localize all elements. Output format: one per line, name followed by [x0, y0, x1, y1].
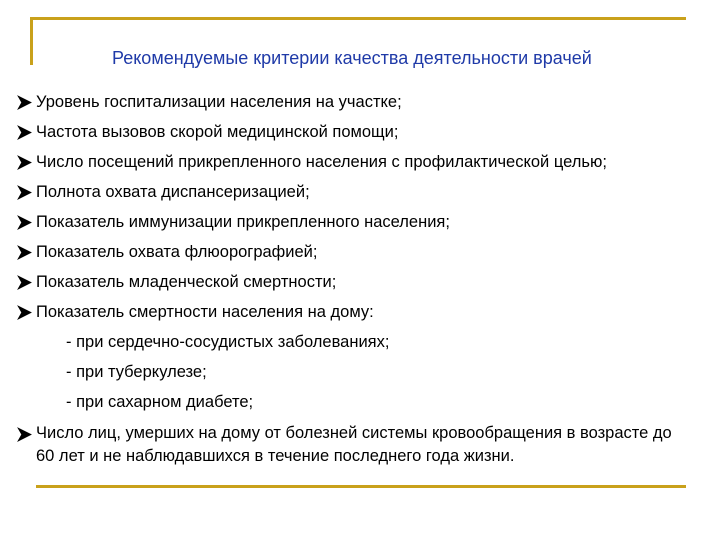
- sub-list-item: - при сахарном диабете;: [66, 393, 254, 411]
- list-item: [16, 92, 706, 113]
- list-item-text: Число лиц, умерших на дому от болезней системы кровообращения в возрасте до 60 лет и не наблюдавшихся в течение последнего года жизни.: [36, 424, 672, 465]
- list-item: [16, 272, 706, 293]
- list-item: [16, 212, 706, 233]
- list-item: [16, 422, 706, 468]
- left-divider: [30, 17, 33, 65]
- list-item: [16, 242, 706, 263]
- list-item-text: Показатель охвата флюорографией;: [36, 243, 318, 261]
- list-item: [16, 302, 706, 323]
- arrowhead-bullet-icon: [16, 274, 33, 291]
- list-item: [16, 122, 706, 143]
- arrowhead-bullet-icon: [16, 124, 33, 141]
- sub-list-item: - при туберкулезе;: [66, 363, 207, 381]
- list-item-text: Частота вызовов скорой медицинской помощи;: [36, 123, 399, 141]
- list-item-text: Число посещений прикрепленного населения с профилактической целью;: [36, 153, 607, 171]
- list-item-text: Уровень госпитализации населения на участке;: [36, 93, 402, 111]
- top-divider: [30, 17, 686, 20]
- list-item-text: Показатель младенческой смертности;: [36, 273, 337, 291]
- arrowhead-bullet-icon: [16, 94, 33, 111]
- bottom-divider: [36, 485, 686, 488]
- list-item: [16, 182, 706, 203]
- criteria-list: [16, 92, 706, 468]
- arrowhead-bullet-icon: [16, 184, 33, 201]
- sub-list-item: - при сердечно-сосудистых заболеваниях;: [66, 333, 390, 351]
- arrowhead-bullet-icon: [16, 426, 33, 443]
- slide-title: Рекомендуемые критерии качества деятельности врачей: [112, 48, 592, 68]
- list-item-text: Показатель смертности населения на дому:: [36, 303, 374, 321]
- list-item-text: Показатель иммунизации прикрепленного населения;: [36, 213, 450, 231]
- arrowhead-bullet-icon: [16, 244, 33, 261]
- arrowhead-bullet-icon: [16, 304, 33, 321]
- list-item: [16, 152, 706, 173]
- list-item-text: Полнота охвата диспансеризацией;: [36, 183, 310, 201]
- arrowhead-bullet-icon: [16, 214, 33, 231]
- arrowhead-bullet-icon: [16, 154, 33, 171]
